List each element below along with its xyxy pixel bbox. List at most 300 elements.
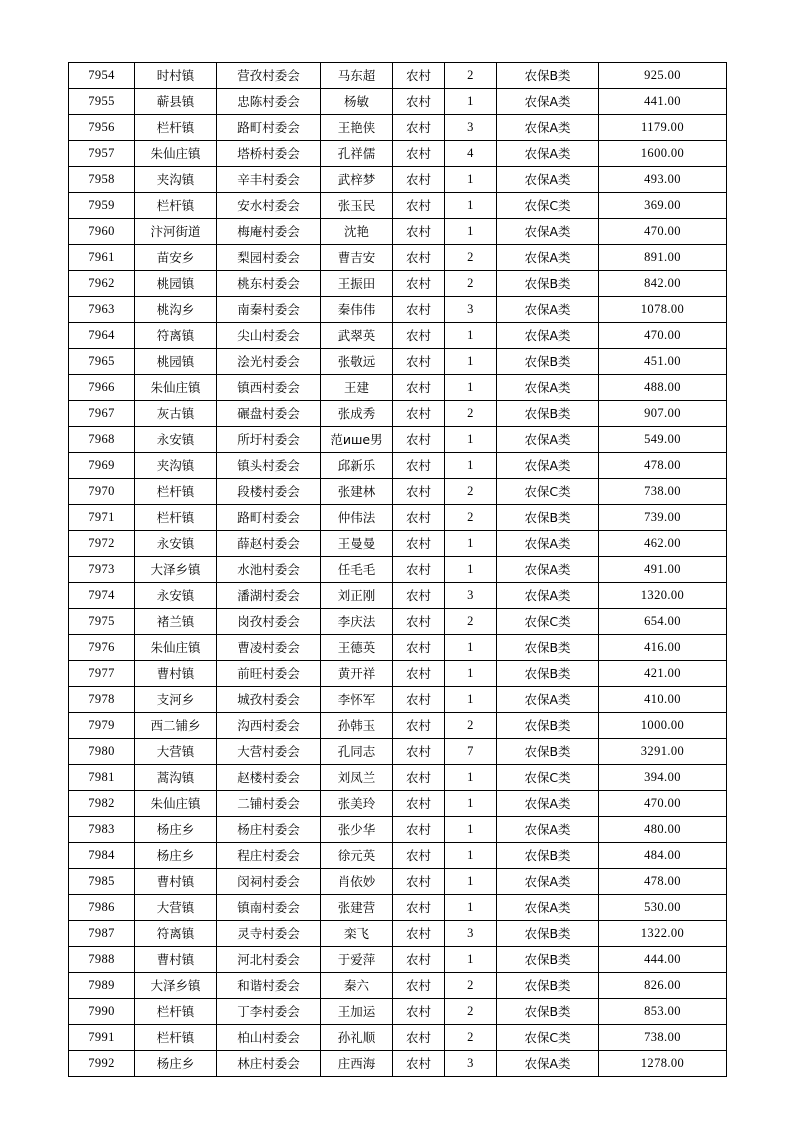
row-village: 桃东村委会 bbox=[217, 271, 321, 297]
table-row bbox=[69, 63, 727, 89]
row-person-name: 秦伟伟 bbox=[321, 297, 393, 323]
table-row bbox=[69, 297, 727, 323]
row-insurance-category: 农保B类 bbox=[497, 921, 599, 947]
row-person-count: 1 bbox=[445, 895, 497, 921]
row-person-count: 3 bbox=[445, 583, 497, 609]
row-insurance-category: 农保A类 bbox=[497, 791, 599, 817]
row-town: 时村镇 bbox=[135, 63, 217, 89]
row-id: 7984 bbox=[69, 843, 135, 869]
row-amount: 925.00 bbox=[599, 63, 727, 89]
row-person-name: 张敬远 bbox=[321, 349, 393, 375]
row-insurance-category: 农保A类 bbox=[497, 115, 599, 141]
row-household-type: 农村 bbox=[393, 401, 445, 427]
row-amount: 478.00 bbox=[599, 453, 727, 479]
table-row bbox=[69, 895, 727, 921]
row-town: 曹村镇 bbox=[135, 869, 217, 895]
table-row bbox=[69, 869, 727, 895]
row-person-count: 1 bbox=[445, 89, 497, 115]
table-row bbox=[69, 557, 727, 583]
row-insurance-category: 农保A类 bbox=[497, 375, 599, 401]
row-person-name: 徐元英 bbox=[321, 843, 393, 869]
row-person-count: 3 bbox=[445, 921, 497, 947]
row-person-name: 王德英 bbox=[321, 635, 393, 661]
row-person-name: 李庆法 bbox=[321, 609, 393, 635]
table-row bbox=[69, 453, 727, 479]
row-town: 桃园镇 bbox=[135, 271, 217, 297]
row-town: 夹沟镇 bbox=[135, 167, 217, 193]
row-insurance-category: 农保A类 bbox=[497, 297, 599, 323]
row-town: 大营镇 bbox=[135, 739, 217, 765]
row-insurance-category: 农保B类 bbox=[497, 739, 599, 765]
row-household-type: 农村 bbox=[393, 635, 445, 661]
row-person-name: 王艳侠 bbox=[321, 115, 393, 141]
row-insurance-category: 农保A类 bbox=[497, 583, 599, 609]
row-town: 符离镇 bbox=[135, 323, 217, 349]
row-town: 杨庄乡 bbox=[135, 843, 217, 869]
row-amount: 739.00 bbox=[599, 505, 727, 531]
row-amount: 1600.00 bbox=[599, 141, 727, 167]
row-village: 城孜村委会 bbox=[217, 687, 321, 713]
row-village: 潘湖村委会 bbox=[217, 583, 321, 609]
row-id: 7985 bbox=[69, 869, 135, 895]
row-person-count: 1 bbox=[445, 531, 497, 557]
row-insurance-category: 农保C类 bbox=[497, 609, 599, 635]
table-row bbox=[69, 973, 727, 999]
row-amount: 1000.00 bbox=[599, 713, 727, 739]
row-village: 安水村委会 bbox=[217, 193, 321, 219]
row-village: 程庄村委会 bbox=[217, 843, 321, 869]
row-person-count: 2 bbox=[445, 999, 497, 1025]
row-household-type: 农村 bbox=[393, 531, 445, 557]
row-town: 西二铺乡 bbox=[135, 713, 217, 739]
row-id: 7974 bbox=[69, 583, 135, 609]
row-household-type: 农村 bbox=[393, 921, 445, 947]
row-person-name: 武翠英 bbox=[321, 323, 393, 349]
row-person-name: 肖依妙 bbox=[321, 869, 393, 895]
row-insurance-category: 农保A类 bbox=[497, 167, 599, 193]
row-person-name: 张玉民 bbox=[321, 193, 393, 219]
row-town: 朱仙庄镇 bbox=[135, 791, 217, 817]
row-amount: 444.00 bbox=[599, 947, 727, 973]
row-id: 7968 bbox=[69, 427, 135, 453]
row-person-count: 1 bbox=[445, 375, 497, 401]
row-id: 7962 bbox=[69, 271, 135, 297]
row-village: 碾盘村委会 bbox=[217, 401, 321, 427]
row-id: 7956 bbox=[69, 115, 135, 141]
row-amount: 421.00 bbox=[599, 661, 727, 687]
row-insurance-category: 农保B类 bbox=[497, 713, 599, 739]
row-amount: 907.00 bbox=[599, 401, 727, 427]
row-household-type: 农村 bbox=[393, 817, 445, 843]
row-id: 7964 bbox=[69, 323, 135, 349]
row-household-type: 农村 bbox=[393, 557, 445, 583]
row-person-name: 杨敏 bbox=[321, 89, 393, 115]
table-row bbox=[69, 713, 727, 739]
table-row bbox=[69, 401, 727, 427]
row-insurance-category: 农保B类 bbox=[497, 973, 599, 999]
row-town: 褚兰镇 bbox=[135, 609, 217, 635]
row-person-name: 孔同志 bbox=[321, 739, 393, 765]
row-person-name: 任毛毛 bbox=[321, 557, 393, 583]
row-person-name: 邱新乐 bbox=[321, 453, 393, 479]
row-person-count: 1 bbox=[445, 947, 497, 973]
row-household-type: 农村 bbox=[393, 89, 445, 115]
row-person-name: 沈艳 bbox=[321, 219, 393, 245]
row-person-count: 4 bbox=[445, 141, 497, 167]
row-amount: 488.00 bbox=[599, 375, 727, 401]
row-amount: 484.00 bbox=[599, 843, 727, 869]
row-person-name: 于爱萍 bbox=[321, 947, 393, 973]
row-person-name: 黄开祥 bbox=[321, 661, 393, 687]
row-id: 7959 bbox=[69, 193, 135, 219]
row-town: 蒿沟镇 bbox=[135, 765, 217, 791]
row-amount: 1078.00 bbox=[599, 297, 727, 323]
row-person-count: 1 bbox=[445, 869, 497, 895]
row-village: 二铺村委会 bbox=[217, 791, 321, 817]
row-person-name: 秦六 bbox=[321, 973, 393, 999]
row-household-type: 农村 bbox=[393, 765, 445, 791]
row-town: 灰古镇 bbox=[135, 401, 217, 427]
row-amount: 462.00 bbox=[599, 531, 727, 557]
row-village: 辛丰村委会 bbox=[217, 167, 321, 193]
row-town: 桃沟乡 bbox=[135, 297, 217, 323]
row-id: 7987 bbox=[69, 921, 135, 947]
row-insurance-category: 农保A类 bbox=[497, 895, 599, 921]
row-person-count: 2 bbox=[445, 63, 497, 89]
row-id: 7965 bbox=[69, 349, 135, 375]
row-village: 所圩村委会 bbox=[217, 427, 321, 453]
row-village: 南秦村委会 bbox=[217, 297, 321, 323]
row-household-type: 农村 bbox=[393, 505, 445, 531]
row-town: 汴河街道 bbox=[135, 219, 217, 245]
row-town: 栏杆镇 bbox=[135, 479, 217, 505]
row-person-name: 王建 bbox=[321, 375, 393, 401]
row-village: 镇西村委会 bbox=[217, 375, 321, 401]
row-town: 栏杆镇 bbox=[135, 999, 217, 1025]
row-id: 7980 bbox=[69, 739, 135, 765]
row-village: 灵寺村委会 bbox=[217, 921, 321, 947]
row-id: 7967 bbox=[69, 401, 135, 427]
row-id: 7977 bbox=[69, 661, 135, 687]
table-row bbox=[69, 609, 727, 635]
row-village: 和谐村委会 bbox=[217, 973, 321, 999]
row-village: 杨庄村委会 bbox=[217, 817, 321, 843]
row-amount: 738.00 bbox=[599, 1025, 727, 1051]
row-household-type: 农村 bbox=[393, 999, 445, 1025]
row-household-type: 农村 bbox=[393, 141, 445, 167]
row-insurance-category: 农保C类 bbox=[497, 193, 599, 219]
table-body bbox=[69, 63, 727, 1077]
row-id: 7978 bbox=[69, 687, 135, 713]
row-amount: 470.00 bbox=[599, 323, 727, 349]
row-amount: 470.00 bbox=[599, 219, 727, 245]
row-person-count: 2 bbox=[445, 245, 497, 271]
table-row bbox=[69, 635, 727, 661]
row-person-name: 武梓梦 bbox=[321, 167, 393, 193]
row-person-count: 3 bbox=[445, 115, 497, 141]
row-village: 镇南村委会 bbox=[217, 895, 321, 921]
row-person-name: 庄西海 bbox=[321, 1051, 393, 1077]
row-household-type: 农村 bbox=[393, 1051, 445, 1077]
row-person-count: 1 bbox=[445, 219, 497, 245]
table-row bbox=[69, 349, 727, 375]
table-row bbox=[69, 505, 727, 531]
row-village: 梨园村委会 bbox=[217, 245, 321, 271]
row-person-count: 1 bbox=[445, 791, 497, 817]
row-amount: 853.00 bbox=[599, 999, 727, 1025]
row-village: 曹凌村委会 bbox=[217, 635, 321, 661]
row-person-count: 2 bbox=[445, 505, 497, 531]
row-person-count: 3 bbox=[445, 1051, 497, 1077]
row-id: 7982 bbox=[69, 791, 135, 817]
row-amount: 1320.00 bbox=[599, 583, 727, 609]
row-id: 7969 bbox=[69, 453, 135, 479]
row-town: 大泽乡镇 bbox=[135, 973, 217, 999]
row-village: 路町村委会 bbox=[217, 115, 321, 141]
row-person-name: 李怀军 bbox=[321, 687, 393, 713]
row-insurance-category: 农保A类 bbox=[497, 531, 599, 557]
row-amount: 410.00 bbox=[599, 687, 727, 713]
row-person-name: 曹吉安 bbox=[321, 245, 393, 271]
row-household-type: 农村 bbox=[393, 869, 445, 895]
row-person-count: 1 bbox=[445, 453, 497, 479]
row-person-count: 3 bbox=[445, 297, 497, 323]
row-household-type: 农村 bbox=[393, 661, 445, 687]
row-town: 杨庄乡 bbox=[135, 1051, 217, 1077]
row-village: 营孜村委会 bbox=[217, 63, 321, 89]
beneficiary-table bbox=[68, 62, 727, 1077]
table-row bbox=[69, 115, 727, 141]
row-amount: 491.00 bbox=[599, 557, 727, 583]
row-household-type: 农村 bbox=[393, 63, 445, 89]
table-row bbox=[69, 141, 727, 167]
row-person-name: 孔祥儒 bbox=[321, 141, 393, 167]
row-person-count: 2 bbox=[445, 479, 497, 505]
table-row bbox=[69, 531, 727, 557]
row-amount: 441.00 bbox=[599, 89, 727, 115]
row-amount: 1322.00 bbox=[599, 921, 727, 947]
row-household-type: 农村 bbox=[393, 219, 445, 245]
row-person-name: 孙韩玉 bbox=[321, 713, 393, 739]
row-village: 薛赵村委会 bbox=[217, 531, 321, 557]
row-amount: 451.00 bbox=[599, 349, 727, 375]
row-id: 7970 bbox=[69, 479, 135, 505]
row-amount: 394.00 bbox=[599, 765, 727, 791]
row-household-type: 农村 bbox=[393, 271, 445, 297]
row-person-count: 2 bbox=[445, 271, 497, 297]
row-household-type: 农村 bbox=[393, 479, 445, 505]
row-town: 永安镇 bbox=[135, 427, 217, 453]
row-id: 7955 bbox=[69, 89, 135, 115]
row-town: 朱仙庄镇 bbox=[135, 635, 217, 661]
row-household-type: 农村 bbox=[393, 739, 445, 765]
row-town: 栏杆镇 bbox=[135, 115, 217, 141]
row-person-count: 2 bbox=[445, 401, 497, 427]
row-insurance-category: 农保B类 bbox=[497, 947, 599, 973]
row-amount: 1278.00 bbox=[599, 1051, 727, 1077]
row-person-name: 刘凤兰 bbox=[321, 765, 393, 791]
row-person-count: 1 bbox=[445, 635, 497, 661]
table-row bbox=[69, 661, 727, 687]
table-row bbox=[69, 1025, 727, 1051]
row-person-count: 1 bbox=[445, 323, 497, 349]
row-person-name: 孙礼顺 bbox=[321, 1025, 393, 1051]
row-person-count: 1 bbox=[445, 349, 497, 375]
row-person-name: 范ише男 bbox=[321, 427, 393, 453]
row-person-name: 张成秀 bbox=[321, 401, 393, 427]
row-village: 沟西村委会 bbox=[217, 713, 321, 739]
table-row bbox=[69, 375, 727, 401]
row-amount: 470.00 bbox=[599, 791, 727, 817]
row-person-count: 2 bbox=[445, 973, 497, 999]
row-person-name: 张建林 bbox=[321, 479, 393, 505]
row-person-count: 1 bbox=[445, 765, 497, 791]
row-person-count: 1 bbox=[445, 557, 497, 583]
table-row bbox=[69, 1051, 727, 1077]
row-person-count: 1 bbox=[445, 661, 497, 687]
row-village: 镇头村委会 bbox=[217, 453, 321, 479]
row-town: 朱仙庄镇 bbox=[135, 141, 217, 167]
row-household-type: 农村 bbox=[393, 427, 445, 453]
row-household-type: 农村 bbox=[393, 453, 445, 479]
table-row bbox=[69, 245, 727, 271]
row-town: 夹沟镇 bbox=[135, 453, 217, 479]
row-town: 曹村镇 bbox=[135, 947, 217, 973]
row-town: 支河乡 bbox=[135, 687, 217, 713]
row-person-name: 张少华 bbox=[321, 817, 393, 843]
row-village: 丁李村委会 bbox=[217, 999, 321, 1025]
row-household-type: 农村 bbox=[393, 349, 445, 375]
row-insurance-category: 农保B类 bbox=[497, 661, 599, 687]
table-row bbox=[69, 271, 727, 297]
row-town: 曹村镇 bbox=[135, 661, 217, 687]
row-id: 7989 bbox=[69, 973, 135, 999]
row-town: 朱仙庄镇 bbox=[135, 375, 217, 401]
row-insurance-category: 农保A类 bbox=[497, 427, 599, 453]
row-insurance-category: 农保B类 bbox=[497, 843, 599, 869]
row-insurance-category: 农保A类 bbox=[497, 453, 599, 479]
table-row bbox=[69, 999, 727, 1025]
row-household-type: 农村 bbox=[393, 687, 445, 713]
row-household-type: 农村 bbox=[393, 973, 445, 999]
row-household-type: 农村 bbox=[393, 193, 445, 219]
table-row bbox=[69, 219, 727, 245]
row-id: 7986 bbox=[69, 895, 135, 921]
row-town: 栏杆镇 bbox=[135, 505, 217, 531]
row-person-count: 1 bbox=[445, 427, 497, 453]
row-id: 7971 bbox=[69, 505, 135, 531]
row-person-count: 2 bbox=[445, 1025, 497, 1051]
row-household-type: 农村 bbox=[393, 609, 445, 635]
row-id: 7958 bbox=[69, 167, 135, 193]
row-town: 苗安乡 bbox=[135, 245, 217, 271]
row-insurance-category: 农保A类 bbox=[497, 323, 599, 349]
row-insurance-category: 农保A类 bbox=[497, 141, 599, 167]
row-insurance-category: 农保C类 bbox=[497, 1025, 599, 1051]
row-village: 忠陈村委会 bbox=[217, 89, 321, 115]
table-row bbox=[69, 843, 727, 869]
row-person-count: 1 bbox=[445, 193, 497, 219]
table-row bbox=[69, 687, 727, 713]
row-amount: 891.00 bbox=[599, 245, 727, 271]
row-amount: 369.00 bbox=[599, 193, 727, 219]
row-insurance-category: 农保A类 bbox=[497, 557, 599, 583]
row-amount: 493.00 bbox=[599, 167, 727, 193]
table-row bbox=[69, 193, 727, 219]
row-amount: 530.00 bbox=[599, 895, 727, 921]
row-id: 7991 bbox=[69, 1025, 135, 1051]
row-id: 7954 bbox=[69, 63, 135, 89]
row-insurance-category: 农保A类 bbox=[497, 245, 599, 271]
table-row bbox=[69, 167, 727, 193]
row-amount: 549.00 bbox=[599, 427, 727, 453]
row-insurance-category: 农保A类 bbox=[497, 89, 599, 115]
row-amount: 478.00 bbox=[599, 869, 727, 895]
row-household-type: 农村 bbox=[393, 895, 445, 921]
row-person-count: 7 bbox=[445, 739, 497, 765]
row-household-type: 农村 bbox=[393, 323, 445, 349]
row-id: 7966 bbox=[69, 375, 135, 401]
row-village: 梅庵村委会 bbox=[217, 219, 321, 245]
row-person-name: 栾飞 bbox=[321, 921, 393, 947]
table-row bbox=[69, 479, 727, 505]
row-id: 7975 bbox=[69, 609, 135, 635]
row-insurance-category: 农保B类 bbox=[497, 349, 599, 375]
row-village: 岗孜村委会 bbox=[217, 609, 321, 635]
row-household-type: 农村 bbox=[393, 843, 445, 869]
row-household-type: 农村 bbox=[393, 375, 445, 401]
row-household-type: 农村 bbox=[393, 947, 445, 973]
row-id: 7981 bbox=[69, 765, 135, 791]
row-household-type: 农村 bbox=[393, 297, 445, 323]
row-insurance-category: 农保A类 bbox=[497, 219, 599, 245]
row-insurance-category: 农保B类 bbox=[497, 63, 599, 89]
row-amount: 842.00 bbox=[599, 271, 727, 297]
row-id: 7990 bbox=[69, 999, 135, 1025]
row-town: 符离镇 bbox=[135, 921, 217, 947]
row-village: 路町村委会 bbox=[217, 505, 321, 531]
row-village: 塔桥村委会 bbox=[217, 141, 321, 167]
row-id: 7976 bbox=[69, 635, 135, 661]
row-household-type: 农村 bbox=[393, 167, 445, 193]
table-row bbox=[69, 765, 727, 791]
row-person-name: 仲伟法 bbox=[321, 505, 393, 531]
table-row bbox=[69, 921, 727, 947]
row-person-name: 马东超 bbox=[321, 63, 393, 89]
row-amount: 1179.00 bbox=[599, 115, 727, 141]
row-town: 永安镇 bbox=[135, 583, 217, 609]
row-town: 大泽乡镇 bbox=[135, 557, 217, 583]
row-town: 蕲县镇 bbox=[135, 89, 217, 115]
row-amount: 416.00 bbox=[599, 635, 727, 661]
row-village: 浍光村委会 bbox=[217, 349, 321, 375]
table-row bbox=[69, 817, 727, 843]
row-village: 段楼村委会 bbox=[217, 479, 321, 505]
row-village: 河北村委会 bbox=[217, 947, 321, 973]
row-household-type: 农村 bbox=[393, 713, 445, 739]
row-insurance-category: 农保A类 bbox=[497, 869, 599, 895]
row-village: 尖山村委会 bbox=[217, 323, 321, 349]
row-id: 7957 bbox=[69, 141, 135, 167]
row-person-count: 2 bbox=[445, 609, 497, 635]
row-person-count: 2 bbox=[445, 713, 497, 739]
row-person-name: 王振田 bbox=[321, 271, 393, 297]
row-insurance-category: 农保B类 bbox=[497, 505, 599, 531]
row-insurance-category: 农保C类 bbox=[497, 765, 599, 791]
row-village: 赵楼村委会 bbox=[217, 765, 321, 791]
table-row bbox=[69, 89, 727, 115]
row-person-count: 1 bbox=[445, 817, 497, 843]
